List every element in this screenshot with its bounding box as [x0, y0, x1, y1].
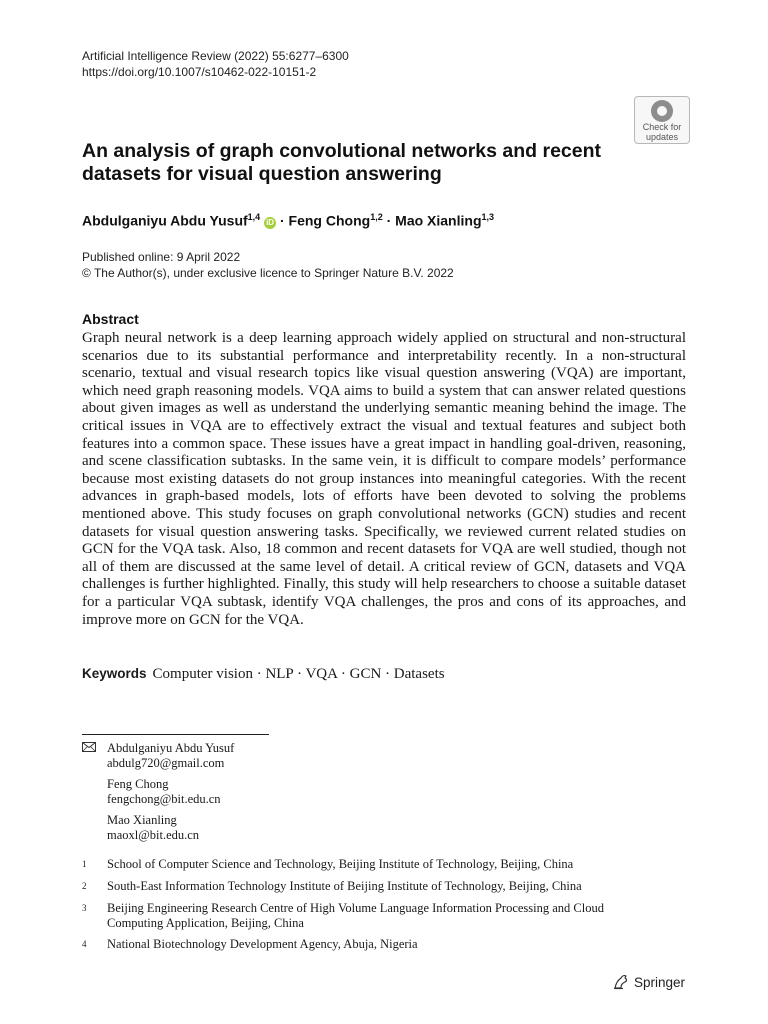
affiliation-number: 4 — [82, 939, 87, 949]
author-separator: · — [382, 212, 396, 229]
author-affil-sup: 1,4 — [247, 212, 261, 222]
keywords-label: Keywords — [82, 666, 147, 681]
affiliation-text: South-East Information Technology Institute of Beijing Institute of Technology, Beijing, China — [107, 879, 582, 893]
author-affil-sup: 1,3 — [481, 212, 495, 222]
check-for-updates-badge[interactable] — [634, 96, 690, 144]
publication-info — [82, 249, 454, 281]
contact-entry — [107, 813, 199, 843]
affiliation-text: National Biotechnology Development Agency, Abuja, Nigeria — [107, 937, 418, 951]
publisher-name: Springer — [634, 975, 686, 990]
contact-name: Mao Xianling — [107, 813, 177, 827]
keywords — [82, 665, 445, 683]
affiliation-number: 3 — [82, 903, 87, 913]
envelope-icon — [82, 742, 96, 752]
affiliation-text: School of Computer Science and Technology, Beijing Institute of Technology, Beijing, China — [107, 857, 574, 871]
affiliation-item — [0, 879, 768, 895]
contact-email[interactable]: abdulg720@gmail.com — [107, 756, 225, 770]
copyright-notice: © The Author(s), under exclusive licence to Springer Nature B.V. 2022 — [82, 266, 454, 280]
affiliation-item — [0, 937, 768, 953]
affiliation-item — [0, 857, 768, 873]
author-name: Feng Chong — [288, 212, 371, 229]
abstract-heading: Abstract — [82, 311, 139, 327]
author-list — [82, 208, 494, 230]
crossmark-line1: Check for — [642, 122, 682, 132]
abstract-body: Graph neural network is a deep learning approach widely applied on structural and non-structural scenarios due to its substantial performance and interpretability recently. In a non-structural scenario, textual and visual research topics like visual question answering (VQA) are important, which need graph reasoning models. VQA aims to build a system that can answer related questions about given images as well as understand the underlying semantic meaning behind the image. The critical issues in VQA are to effectively extract the visual and textual features and subject both features into a common space. These issues have a great impact in handling goal-driven, reasoning, and scene classification subtasks. In the same vein, it is difficult to compare models’ performance because most existing datasets do not group instances into meaningful categories. With the recent advances in graph-based models, lots of efforts have been devoted to solving the problems mentioned above. This study focuses on graph convolutional networks (GCN) studies and recent datasets for visual question answering tasks. Specifically, we reviewed current related studies on GCN for the VQA task. Also, 18 common and recent datasets for VQA are well studied, though not all of them are discussed at the same level of detail. A critical review of GCN, datasets and VQA challenges is further highlighted. Finally, this study will help researchers to choose a suitable dataset for a particular VQA subtask, identify VQA challenges, the pros and cons of its approaches, and improve more on GCN for the VQA. — [82, 330, 686, 628]
contact-email[interactable]: maoxl@bit.edu.cn — [107, 828, 200, 842]
paper-title: An analysis of graph convolutional networks and recent datasets for visual question answering — [82, 140, 602, 185]
crossmark-icon — [651, 100, 673, 122]
contact-email[interactable]: fengchong@bit.edu.cn — [107, 792, 221, 806]
contact-name: Feng Chong — [107, 777, 169, 791]
footnote-divider — [82, 734, 269, 735]
doi-link[interactable]: https://doi.org/10.1007/s10462-022-10151-2 — [82, 65, 317, 79]
publisher-logo — [612, 974, 685, 990]
author-name: Mao Xianling — [395, 212, 482, 229]
affiliation-number: 1 — [82, 859, 87, 869]
contact-entry — [107, 777, 221, 807]
author-name: Abdulganiyu Abdu Yusuf — [82, 212, 248, 229]
crossmark-line2: updates — [645, 132, 679, 142]
contact-name: Abdulganiyu Abdu Yusuf — [107, 741, 235, 755]
affiliation-number: 2 — [82, 881, 87, 891]
published-date: Published online: 9 April 2022 — [82, 250, 241, 264]
journal-citation: Artificial Intelligence Review (2022) 55:6277–6300 — [82, 49, 349, 63]
affiliation-item — [0, 901, 768, 933]
keywords-text: Computer vision · NLP · VQA · GCN · Datasets — [152, 666, 445, 682]
author-separator: · — [276, 212, 289, 229]
author-affil-sup: 1,2 — [370, 212, 383, 222]
affiliation-text: Beijing Engineering Research Centre of High Volume Language Information Processing and Cloud Computing Application, Beijing, China — [107, 901, 604, 930]
springer-horse-icon — [612, 974, 630, 990]
journal-header — [82, 48, 349, 80]
orcid-icon[interactable]: iD — [266, 217, 275, 227]
contact-entry — [107, 741, 234, 771]
